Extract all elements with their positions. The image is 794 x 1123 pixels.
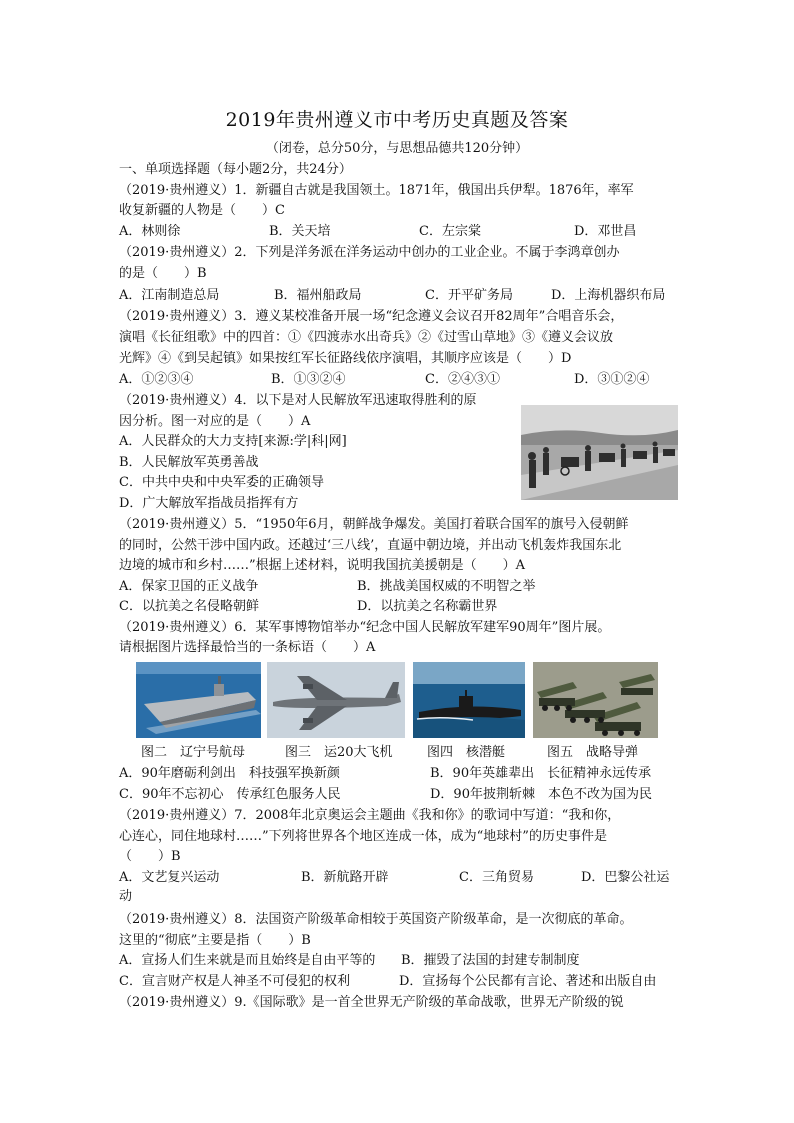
q4-option-b: B．人民解放军英勇善战 [119, 455, 259, 470]
q8-stem-line2: 这里的“彻底”主要是指（ ）B [119, 933, 311, 948]
page-subtitle: （闭卷，总分50分，与思想品德共120分钟） [265, 141, 529, 156]
q3-stem-line1: （2019·贵州遵义）3．遵义某校准备开展一场“纪念遵义会议召开82周年”合唱音乐会， [119, 309, 624, 324]
q6-stem-line1: （2019·贵州遵义）6．某军事博物馆举办“纪念中国人民解放军建军90周年”图片展。 [119, 620, 611, 635]
q1-stem-line1: （2019·贵州遵义）1．新疆自古就是我国领土。1871年，俄国出兵伊犁。1876年，率军 [119, 183, 634, 198]
page-title: 2019年贵州遵义市中考历史真题及答案 [225, 109, 569, 131]
q7-stem-line3: （ ）B [119, 849, 181, 864]
option-c: C．三角贸易 [459, 870, 534, 885]
option-b: B．摧毁了法国的封建专制制度 [401, 953, 580, 968]
figure4-submarine-photo [413, 662, 525, 738]
q7-stem-line1: （2019·贵州遵义）7．2008年北京奥运会主题曲《我和你》的歌词中写道：“我和你， [119, 808, 621, 823]
option-c: C．90年不忘初心 传承红色服务人民 [119, 787, 341, 802]
option-a: A．文艺复兴运动 [119, 870, 220, 885]
q3-stem-line2: 演唱《长征组歌》中的四首：①《四渡赤水出奇兵》②《过雪山草地》③《遵义会议放 [119, 330, 614, 345]
figure3-aircraft-photo [267, 662, 405, 738]
q4-stem-line2: 因分析。图一对应的是（ ）A [119, 414, 311, 429]
option-a: A．江南制造总局 [119, 288, 220, 303]
option-b: B．关天培 [269, 224, 331, 239]
option-a: A．宣扬人们生来就是而且始终是自由平等的 [119, 953, 376, 968]
option-a: A．①②③④ [119, 372, 194, 387]
option-a: A．林则徐 [119, 224, 181, 239]
q2-stem-line2: 的是（ ）B [119, 266, 207, 281]
caption-figure5: 图五 战略导弹 [547, 745, 639, 760]
option-c: C．②④③① [425, 372, 500, 387]
option-d: D．上海机器织布局 [551, 288, 666, 303]
option-b: B．①③②④ [271, 372, 346, 387]
option-b: B．福州船政局 [274, 288, 362, 303]
option-b: B．新航路开辟 [301, 870, 389, 885]
option-b: B．90年英雄辈出 长征精神永远传承 [430, 766, 652, 781]
option-a: A．保家卫国的正义战争 [119, 579, 259, 594]
option-d: D．邓世昌 [574, 224, 637, 239]
q4-option-c: C．中共中央和中央军委的正确领导 [119, 475, 324, 490]
q7-stem-line2: 心连心，同住地球村……”下列将世界各个地区连成一体，成为“地球村”的历史事件是 [119, 829, 607, 844]
option-d: D．宣扬每个公民都有言论、著述和出版自由 [399, 974, 657, 989]
option-b: B．挑战美国权威的不明智之举 [357, 579, 536, 594]
option-a: A．90年磨砺利剑出 科技强军换新颜 [119, 766, 340, 781]
q1-stem-line2: 收复新疆的人物是（ ）C [119, 203, 285, 218]
q5-stem-line1: （2019·贵州遵义）5．“1950年6月，朝鲜战争爆发。美国打着联合国军的旗号入侵朝鲜 [119, 517, 629, 532]
q9-stem-line1: （2019·贵州遵义）9.《国际歌》是一首全世界无产阶级的革命战歌，世界无产阶级的锐 [119, 995, 624, 1010]
section-heading: 一、单项选择题（每小题2分，共24分） [119, 162, 352, 177]
q7-option-d-wrap: 动 [119, 889, 133, 904]
option-d: D．90年披荆斩棘 本色不改为国为民 [430, 787, 652, 802]
caption-figure3: 图三 运20大飞机 [285, 745, 393, 760]
q5-stem-line2: 的同时，公然干涉中国内政。还越过‘三八线’，直逼中朝边境，并出动飞机轰炸我国东北 [119, 538, 622, 553]
option-c: C．宣言财产权是人神圣不可侵犯的权利 [119, 974, 350, 989]
figure5-missile-photo [533, 662, 658, 738]
q4-stem-line1: （2019·贵州遵义）4．以下是对人民解放军迅速取得胜利的原 [119, 393, 477, 408]
q2-stem-line1: （2019·贵州遵义）2．下列是洋务派在洋务运动中创办的工业企业。不属于李鸿章创办 [119, 245, 620, 260]
option-d: D．以抗美之名称霸世界 [357, 599, 498, 614]
caption-figure4: 图四 核潜艇 [427, 745, 506, 760]
figure1-photo [521, 405, 678, 500]
option-c: C．左宗棠 [419, 224, 481, 239]
q6-stem-line2: 请根据图片选择最恰当的一条标语（ ）A [119, 640, 376, 655]
option-d: D．巴黎公社运 [581, 870, 670, 885]
option-c: C．开平矿务局 [425, 288, 513, 303]
q3-stem-line3: 光辉》④《到吴起镇》如果按红军长征路线依序演唱，其顺序应该是（ ）D [119, 351, 572, 366]
figure2-carrier-photo [136, 662, 261, 738]
q4-option-a: A．人民群众的大力支持[来源:学|科|网] [119, 434, 347, 449]
option-d: D．③①②④ [574, 372, 650, 387]
caption-figure2: 图二 辽宁号航母 [141, 745, 246, 760]
q5-stem-line3: 边境的城市和乡村……”根据上述材料，说明我国抗美援朝是（ ）A [119, 558, 526, 573]
option-c: C．以抗美之名侵略朝鲜 [119, 599, 259, 614]
q8-stem-line1: （2019·贵州遵义）8．法国资产阶级革命相较于英国资产阶级革命，是一次彻底的革命。 [119, 912, 633, 927]
q4-option-d: D．广大解放军指战员指挥有方 [119, 496, 299, 511]
